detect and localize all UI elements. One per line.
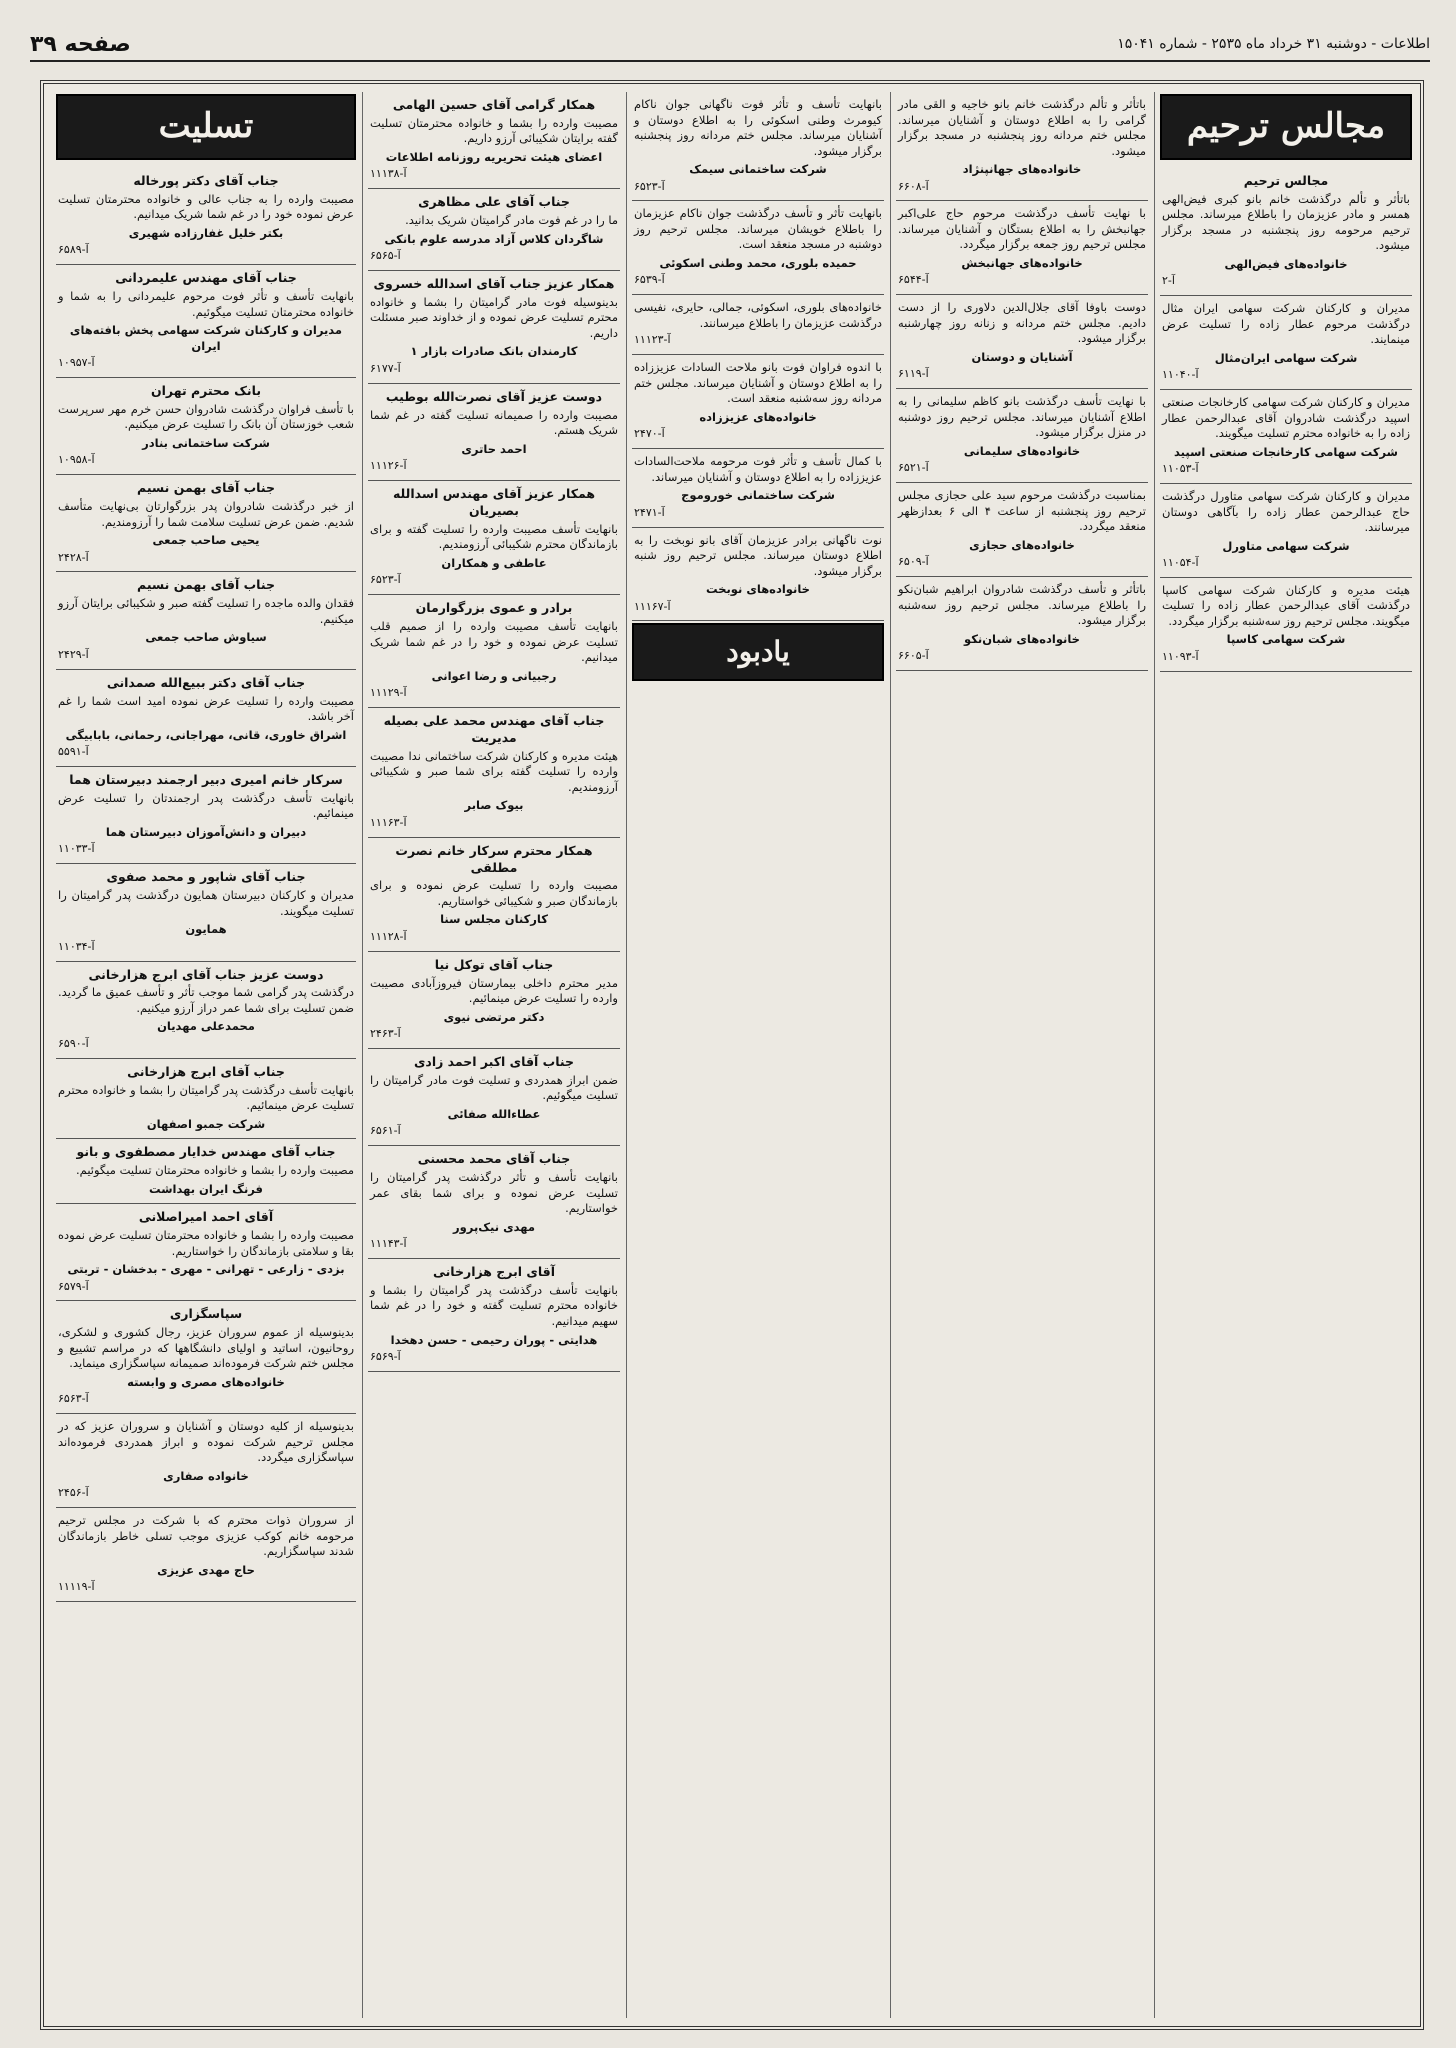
notice-body: مصیبت وارده را بشما و خانواده محترمتان تسلیت میگوئیم. — [76, 1163, 354, 1178]
notice-signature: شرکت جمبو اصفهان — [146, 1116, 266, 1131]
notice-signature: خانواده‌های شبان‌نکو — [964, 631, 1080, 646]
notice-code: آ-۲۴۲۸ — [58, 550, 89, 564]
notice-title: سپاسگزاری — [169, 1306, 243, 1322]
notice-body: مصیبت وارده را صمیمانه تسلیت گفته در غم شما شریک هستم. — [370, 407, 618, 438]
page-frame — [40, 80, 1424, 2030]
notice-item — [368, 1049, 620, 1146]
notice-item — [1160, 168, 1412, 296]
notice-body: هیئت مدیره و کارکنان شرکت ساختمانی ندا مصیبت وارده را تسلیت گفته برای شما صبر و شکیبائی آرزومندیم. — [370, 748, 618, 794]
notice-item — [56, 475, 356, 572]
notice-item — [1160, 484, 1412, 578]
notice-body: مدیران و کارکنان شرکت سهامی کارخانجات صنعتی اسپید درگذشت شادروان آقای عبدالرحمن عطار زاده را به خانواده محترم تسلیت میگویند. — [1162, 395, 1410, 441]
notice-signature: شرکت سهامی متاورل — [1222, 538, 1350, 553]
notice-title: جناب آقای دکتر ببیع‌الله صمدانی — [106, 674, 306, 690]
notice-signature: بزدی - زارعی - تهرانی - مهری - بدخشان - تربتی — [67, 1262, 345, 1277]
notice-item — [56, 572, 356, 669]
notice-code: آ-۶۵۸۹ — [58, 243, 89, 257]
notice-title: همکار محترم سرکار خانم نصرت مطلقی — [395, 842, 593, 875]
notice-signature: اعضای هیئت تحریریه روزنامه اطلاعات — [385, 149, 603, 164]
notice-signature: دکتر مرتضی نیوی — [443, 1009, 545, 1024]
notice-title: همکار عزیز آقای مهندس اسدالله بصیریان — [392, 486, 596, 518]
notice-body: بانهایت تأسف مصیبت وارده را از صمیم قلب تسلیت عرض نموده و خود را در غم شما شریک میدانیم. — [370, 619, 618, 665]
notice-item — [56, 1414, 356, 1508]
notice-title: جناب آقای ابرج هزارخانی — [127, 1063, 285, 1079]
column-divider — [1154, 92, 1155, 2018]
notice-body: با نهایت تأسف درگذشت مرحوم حاج علی‌اکبر جهانبخش را به اطلاع بستگان و آشنایان میرساند. مجلس ترحیم روز جمعه برگزار میگردد. — [898, 206, 1146, 252]
column-divider — [362, 92, 363, 2018]
notice-body: ما را در غم فوت مادر گرامیتان شریک بدانید. — [405, 213, 618, 228]
notice-item — [896, 295, 1148, 389]
notice-code: آ-۶۵۰۹ — [898, 555, 929, 569]
notice-body: بدینوسیله فوت مادر گرامیتان را بشما و خانواده محترم تسلیت عرض نموده و از خداوند صبر مسئلت داریم. — [370, 294, 618, 340]
notice-code: آ-۲۴۲۹ — [58, 647, 89, 661]
notice-item — [56, 1204, 356, 1301]
notice-code: آ-۲۴۷۱ — [634, 505, 665, 519]
notice-body: از خبر درگذشت شادروان پدر بزرگوارتان بی‌نهایت متأسف شدیم. ضمن عرض تسلیت سلامت شما را آرزومندیم. — [58, 499, 354, 529]
notice-title: جناب آقای شاپور و محمد صفوی — [106, 869, 306, 885]
notice-signature: اشراق خاوری، قانی، مهراجانی، رحمانی، بابابیگی — [65, 727, 347, 742]
notice-body: با تأسف فراوان درگذشت شادروان حسن خرم مهر سرپرست شعب خوزستان آن بانک را تسلیت عرض میکنیم. — [58, 401, 354, 432]
notice-code: آ-۶۵۷۹ — [58, 1279, 89, 1293]
notice-signature: دبیران و دانش‌آموزان دبیرستان هما — [105, 824, 307, 839]
notice-code: آ-۶۵۲۳ — [370, 573, 401, 587]
notice-body: باتأثر و تألم درگذشت خانم بانو کبری فیض‌الهی همسر و مادر عزیزمان را باطلاع میرساند. مجلس ترحیم مرحومه روز پنجشنبه در مسجد برگزار میشود. — [1162, 191, 1410, 253]
notice-signature: خانواده‌های سلیمانی — [963, 443, 1081, 458]
notice-signature: شرکت سهامی کارخانجات صنعتی اسپید — [1174, 444, 1398, 459]
section-banner-tarhim: مجالس ترحیم — [1160, 94, 1412, 160]
notice-body: مصیبت وارده را تسلیت عرض نموده و برای بازماندگان صبر و شکیبائی خواستاریم. — [370, 878, 618, 908]
notice-body: درگذشت پدر گرامی شما موجب تأثر و تأسف عمیق ما گردید. ضمن تسلیت برای شما عمر دراز آرزو میکنیم. — [58, 985, 354, 1015]
notice-title: همکار عزیز جناب آقای اسدالله خسروی — [373, 276, 615, 292]
notice-item — [56, 1508, 356, 1602]
notice-body: باتأثر و تأسف درگذشت شادروان ابراهیم شبان‌نکو را باطلاع میرساند. مجلس ترحیم روز سه‌شنبه برگزار میشود. — [898, 582, 1146, 628]
notice-body: بانهایت تأسف درگذشت پدر گرامیتان را بشما و خانواده محترم تسلیت عرض مینمائیم. — [58, 1082, 354, 1113]
notice-code: آ-۶۵۲۱ — [898, 461, 929, 475]
notice-code: آ-۱۱۰۹۳ — [1162, 649, 1199, 663]
notice-code: آ-۲۴۶۳ — [370, 1027, 401, 1041]
notice-body: مدیران و کارکنان دبیرستان همایون درگذشت پدر گرامیتان را تسلیت میگویند. — [58, 888, 354, 918]
notice-signature: خانواده‌های حجازی — [969, 537, 1075, 552]
notice-signature: خانواده‌های مصری و وابسته — [127, 1374, 285, 1389]
notice-title: جناب آقای توکل نیا — [434, 956, 554, 972]
notice-body: از سروران ذوات محترم که با شرکت در مجلس ترحیم مرحومه خانم کوکب عزیزی موجب تسلی خاطر بازماندگان شدند سپاسگزاریم. — [58, 1513, 354, 1559]
notice-body: نوت ناگهانی برادر عزیزمان آقای بانو نوبخت را به اطلاع دوستان میرساند. مجلس ترحیم روز شنبه برگزار میشود. — [634, 532, 882, 578]
notice-item — [632, 355, 884, 449]
notice-title: جناب آقای دکتر پورخاله — [133, 172, 279, 188]
notice-item — [896, 201, 1148, 295]
notice-title: جناب آقای مهندس علیمردانی — [115, 270, 297, 286]
notice-title: دوست عزیز آقای نصرت‌الله بوطیب — [385, 388, 603, 404]
page-number: صفحه ۳۹ — [30, 31, 131, 57]
notice-item — [56, 767, 356, 864]
notice-signature: فرنگ ایران بهداشت — [149, 1181, 263, 1196]
notice-title: سرکار خانم امیری دبیر ارجمند دبیرستان هما — [69, 772, 343, 787]
notice-item — [1160, 296, 1412, 390]
notice-item — [1160, 578, 1412, 672]
notice-code: آ-۱۱۱۲۹ — [370, 686, 407, 700]
notice-body: مصیبت وارده را به جناب عالی و خانواده محترمتان تسلیت عرض نموده خود را در غم شما شریک میدانیم. — [58, 191, 354, 222]
column-divider — [890, 92, 891, 2018]
notice-title: مجالس ترحیم — [1243, 172, 1329, 188]
notice-code: آ-۱۱۱۲۶ — [370, 459, 407, 473]
notice-code: آ-۶۵۶۳ — [58, 1392, 89, 1406]
notice-body: با نهایت تأسف درگذشت بانو کاظم سلیمانی را به اطلاع آشنایان میرساند. مجلس ترحیم روز دوشنبه در منزل برگزار میشود. — [898, 394, 1146, 440]
notice-title: دوست عزیز جناب آقای ابرج هزارخانی — [88, 966, 324, 982]
notice-item — [896, 389, 1148, 483]
notice-code: آ-۶۵۶۵ — [370, 249, 401, 263]
column-2 — [896, 92, 1148, 2018]
notice-signature: خانواده‌های جهانبخش — [961, 255, 1083, 270]
notice-item — [368, 708, 620, 838]
notice-body: مدیر محترم داخلی بیمارستان فیروزآبادی مصیبت وارده را تسلیت عرض مینمائیم. — [370, 975, 618, 1006]
notice-body: مصیبت وارده را بشما و خانواده محترمتان تسلیت عرض نموده بقا و سلامتی بازماندگان را خواستاریم. — [58, 1228, 354, 1258]
notice-signature: همایون — [185, 922, 227, 937]
notice-body: خانواده‌های بلوری، اسکوئی، جمالی، حایری، نفیسی درگذشت عزیزمان را باطلاع میرسانند. — [634, 300, 882, 330]
notice-body: دوست باوفا آقای جلال‌الدین دلاوری را از دست دادیم. مجلس ختم مردانه و زنانه روز چهارشنبه برگزار میشود. — [898, 300, 1146, 346]
column-3 — [632, 92, 884, 2018]
notice-signature: مدیران و کارکنان شرکت سهامی پخش بافته‌های ایران — [69, 323, 343, 353]
notice-item — [368, 92, 620, 189]
notice-code: آ-۶۵۶۹ — [370, 1350, 401, 1364]
notice-signature: هدایتی - پوران رحیمی - حسن دهخدا — [390, 1332, 598, 1347]
notice-item — [56, 670, 356, 767]
notice-signature: حاج مهدی عزیزی — [157, 1562, 255, 1577]
notice-code: آ-۱۱۱۳۸ — [370, 167, 407, 181]
notice-signature: یحیی صاحب جمعی — [152, 533, 260, 548]
notice-code: آ-۶۶۰۸ — [898, 179, 929, 193]
notice-item — [368, 1259, 620, 1372]
notice-item — [368, 189, 620, 271]
notice-code: آ-۶۵۳۹ — [634, 273, 665, 287]
notice-title: جناب آقای محمد محسنی — [417, 1151, 571, 1167]
notice-item — [368, 271, 620, 384]
notice-signature: شرکت ساختمانی خوروموج — [681, 488, 835, 503]
notice-code: آ-۱۱۰۳۳ — [58, 842, 95, 856]
notice-signature: خانواده‌های نوبخت — [706, 582, 810, 597]
notice-code: آ-۶۵۴۴ — [898, 273, 929, 287]
notice-item — [368, 838, 620, 952]
notice-title: جناب آقای مهندس خدایار مصطفوی و بانو — [76, 1144, 336, 1160]
notice-code: آ-۲۴۷۰ — [634, 427, 665, 441]
notice-code: آ-۱۰۹۵۷ — [58, 356, 95, 370]
notice-signature: سیاوش صاحب جمعی — [145, 630, 267, 645]
notice-body: بانهایت تأسف و تأثر فوت ناگهانی جوان ناکام کیومرث وطنی اسکوئی را به اطلاع دوستان و آشنایان میرساند. مجلس ختم مردانه روز پنجشنبه برگزار میشود. — [634, 97, 882, 158]
notice-code: آ-۶۵۶۱ — [370, 1124, 401, 1138]
notice-signature: خانواده‌های جهانپنژاد — [962, 162, 1082, 177]
notice-title: جناب آقای اکبر احمد زادی — [413, 1054, 575, 1070]
notice-item — [368, 384, 620, 481]
notice-title: جناب آقای بهمن نسیم — [137, 480, 275, 496]
notice-body: ضمن ابراز همدردی و تسلیت فوت مادر گرامیتان را تسلیت میگوئیم. — [370, 1072, 618, 1103]
column-5 — [56, 92, 356, 2018]
notice-signature: خانواده‌های فیض‌الهی — [1224, 256, 1348, 271]
column-4 — [368, 92, 620, 2018]
notice-item — [56, 168, 356, 265]
notice-body: هیئت مدیره و کارکنان شرکت سهامی کاسپا درگذشت آقای عبدالرحمن عطار زاده را تسلیت میگویند. مجلس ترحیم روز سه‌شنبه برگزار میگردد. — [1162, 582, 1410, 628]
notice-signature: آشنایان و دوستان — [971, 349, 1073, 364]
notice-code: آ-۱۱۱۶۳ — [370, 815, 407, 829]
notice-body: بانهایت تأسف مصیبت وارده را تسلیت گفته و برای بازماندگان محترم شکیبائی آرزومندیم. — [370, 521, 618, 552]
notice-item — [56, 864, 356, 961]
notice-item — [368, 952, 620, 1049]
notice-signature: بکتر خلیل غفارزاده شهیری — [128, 225, 284, 240]
notice-title: همکار گرامی آقای حسین الهامی — [392, 97, 596, 112]
notice-code: آ-۶۶۰۵ — [898, 649, 929, 663]
notice-title: جناب آقای علی مظاهری — [418, 194, 570, 210]
notice-code: آ-۶۱۱۹ — [898, 367, 929, 381]
notice-code: آ-۶۱۷۷ — [370, 361, 401, 375]
notice-body: بدینوسیله از کلیه دوستان و آشنایان و سروران عزیز که در مجلس ترحیم شرکت نموده و ابراز همدردی فرموده‌اند سپاسگزاری میگردد. — [58, 1419, 354, 1465]
notice-body: مدیران و کارکنان شرکت سهامی متاورل درگذشت حاج عبدالرحمن عطار زاده را بآگاهی دوستان میرسانند. — [1162, 489, 1410, 535]
notice-item — [56, 962, 356, 1059]
notice-body: با کمال تأسف و تأثر فوت مرحومه ملاحت‌السادات عزیززاده را به اطلاع دوستان و آشنایان میرساند. — [634, 454, 882, 484]
notice-list — [1160, 168, 1412, 672]
notice-signature: خانواده صفاری — [163, 1468, 249, 1483]
notice-item — [896, 577, 1148, 671]
notice-signature: خانواده‌های عزیززاده — [699, 409, 817, 424]
notice-body: فقدان والده ماجده را تسلیت گفته صبر و شکیبائی برایتان آرزو میکنیم. — [58, 596, 354, 626]
notice-item — [56, 1059, 356, 1139]
notice-body: مصیبت وارده را بشما و خانواده محترمتان تسلیت گفته برایتان شکیبائی آرزو داریم. — [370, 115, 618, 146]
notice-item — [368, 1146, 620, 1259]
notice-signature: شاگردان کلاس آزاد مدرسه علوم بانکی — [384, 231, 604, 246]
notice-code: آ-۶۵۲۳ — [634, 179, 665, 193]
notice-item — [1160, 390, 1412, 484]
notice-signature: عاطفی و همکاران — [441, 555, 547, 570]
notice-list — [368, 92, 620, 1372]
notice-signature: محمدعلی مهدیان — [157, 1019, 255, 1034]
notice-code: آ-۱۱۰۴۰ — [1162, 368, 1199, 382]
notice-body: مدیران و کارکنان شرکت سهامی ایران مثال درگذشت مرحوم عطار زاده را تسلیت عرض مینمایند. — [1162, 301, 1410, 347]
notice-title: برادر و عموی بزرگوارمان — [415, 600, 573, 616]
notice-body: بمناسبت درگذشت مرحوم سید علی حجازی مجلس ترحیم روز پنجشنبه از ساعت ۴ الی ۶ بعدازظهر منعقد میگردد. — [898, 488, 1146, 534]
notice-body: بانهایت تأثر و تأسف درگذشت جوان ناکام عزیزمان را باطلاع خویشان میرساند. مجلس ترحیم روز دوشنبه در مسجد منعقد است. — [634, 206, 882, 252]
notice-item — [368, 481, 620, 595]
notice-body: بانهایت تأسف درگذشت پدر گرامیتان را بشما و خانواده محترم تسلیت گفته و خود را در غم شما سهیم میدانیم. — [370, 1282, 618, 1328]
notice-list — [896, 92, 1148, 671]
notice-code: آ-۱۱۱۴۳ — [370, 1237, 407, 1251]
notice-code: آ-۶۵۹۰ — [58, 1036, 89, 1050]
notice-code: آ-۵۵۹۱ — [58, 745, 89, 759]
page-header — [30, 28, 1430, 62]
section-banner-yadbud: یادبود — [632, 623, 884, 681]
notice-item — [56, 1301, 356, 1414]
notice-code: آ-۱۱۰۳۴ — [58, 939, 95, 953]
notice-body: بانهایت تأسف و تأثر فوت مرحوم علیمردانی را به شما و خانواده محترمتان تسلیت میگوئیم. — [58, 289, 354, 319]
notice-signature: کارکنان مجلس سنا — [440, 912, 548, 927]
notice-code: آ-۱۱۱۶۷ — [634, 599, 671, 613]
notice-code: آ-۲ — [1162, 274, 1175, 288]
notice-item — [632, 295, 884, 355]
notice-body: با اندوه فراوان فوت بانو ملاحت السادات عزیززاده را به اطلاع دوستان و آشنایان میرساند. مجلس ختم مردانه روز سه‌شنبه منعقد است. — [634, 360, 882, 406]
section-banner-tasliat: تسلیت — [56, 94, 356, 160]
notice-code: آ-۱۱۱۲۳ — [634, 333, 671, 347]
notice-body: بدینوسیله از عموم سروران عزیز، رجال کشوری و لشکری، روحانیون، اساتید و اولیای دانشگاهها که در مراسم تشییع و مجلس ختم شرکت فرموده‌اند صمیمانه سپاسگزاری مینماید. — [58, 1325, 354, 1371]
notice-signature: شرکت سهامی ایران‌مثال — [1214, 350, 1358, 365]
column-1 — [1160, 92, 1412, 2018]
notice-title: آقای احمد امیراصلانی — [138, 1209, 274, 1225]
notice-item — [632, 201, 884, 295]
column-divider — [626, 92, 627, 2018]
notice-item — [896, 483, 1148, 577]
notice-signature: شرکت ساختمانی سیمک — [689, 162, 827, 177]
notice-signature: شرکت سهامی کاسپا — [1226, 632, 1346, 647]
notice-item — [632, 528, 884, 622]
notice-item — [632, 449, 884, 527]
notice-title: آقای ابرج هزارخانی — [432, 1264, 556, 1280]
notice-list — [56, 168, 356, 1602]
notice-body: بانهایت تأسف درگذشت پدر ارجمندتان را تسلیت عرض مینمائیم. — [58, 790, 354, 821]
notice-title: جناب آقای مهندس محمد علی بصیله مدیریت — [383, 712, 605, 745]
notice-item — [896, 92, 1148, 201]
notice-code: آ-۲۴۵۶ — [58, 1486, 89, 1500]
notice-code: آ-۱۰۹۵۸ — [58, 453, 95, 467]
notice-item — [368, 595, 620, 708]
notice-item — [56, 378, 356, 475]
notice-body: بانهایت تأسف و تأثر درگذشت پدر گرامیتان را تسلیت عرض نموده و برای شما بقای عمر خواستاریم. — [370, 1170, 618, 1216]
notice-signature: رجبیانی و رضا اعوانی — [431, 668, 557, 683]
notice-signature: عطاءالله صفائی — [447, 1106, 541, 1121]
notice-signature: مهدی نیک‌پرور — [453, 1219, 535, 1234]
masthead: اطلاعات - دوشنبه ۳۱ خرداد ماه ۲۵۳۵ - شماره ۱۵۰۴۱ — [1117, 36, 1430, 52]
notice-signature: کارمندان بانک صادرات بازار ۱ — [410, 344, 578, 359]
notice-list — [632, 92, 884, 621]
notice-signature: بیوک صابر — [464, 798, 524, 813]
notice-body: مصیبت وارده را تسلیت عرض نموده امید است شما را غم آخر باشد. — [58, 693, 354, 724]
notice-signature: حمیده بلوری، محمد وطنی اسکوئی — [659, 255, 857, 270]
notice-item — [56, 265, 356, 378]
notice-title: بانک محترم تهران — [150, 382, 262, 398]
notice-signature: احمد حاتری — [461, 441, 527, 456]
notice-code: آ-۱۱۰۵۴ — [1162, 556, 1199, 570]
notice-item — [632, 92, 884, 201]
notice-code: آ-۱۱۱۲۸ — [370, 929, 407, 943]
notice-signature: شرکت ساختمانی بنادر — [142, 435, 270, 450]
notice-title: جناب آقای بهمن نسیم — [137, 577, 275, 593]
notice-code: آ-۱۱۰۵۳ — [1162, 462, 1199, 476]
notice-code: آ-۱۱۱۱۹ — [58, 1580, 95, 1594]
notice-item — [56, 1139, 356, 1204]
notice-body: باتأثر و تألم درگذشت خانم بانو خاجیه و القی مادر گرامی را به اطلاع دوستان و آشنایان میرساند. مجلس ختم مردانه روز پنجشنبه در مسجد برگزار میشود. — [898, 97, 1146, 158]
